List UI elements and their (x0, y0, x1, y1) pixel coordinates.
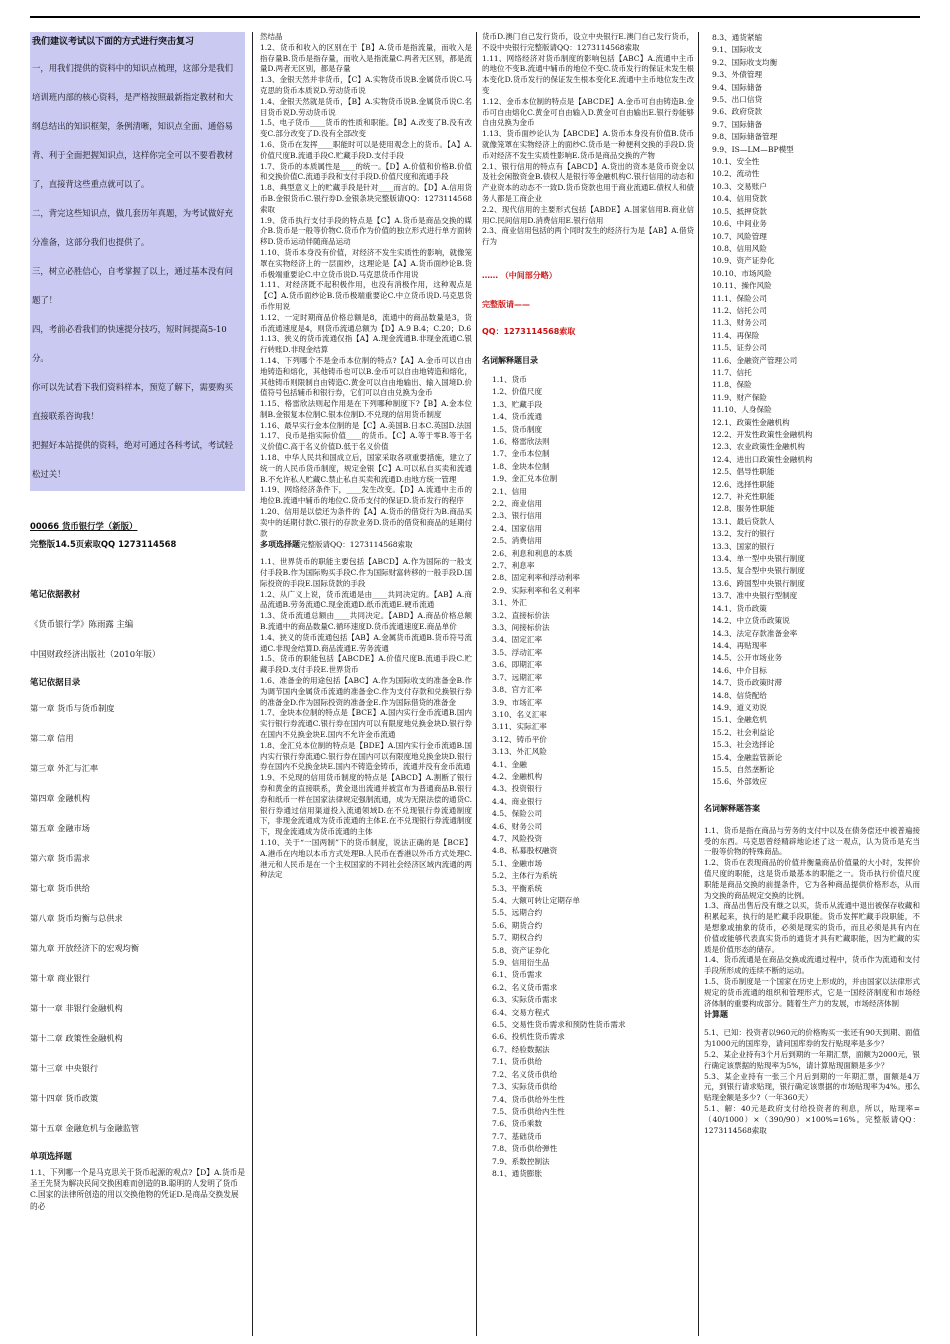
toc-item: 第十五章 金融危机与金融监管 (30, 1123, 140, 1133)
basis-heading: 笔记依据教材 (30, 589, 81, 599)
term-item: 13.7、准中央银行型制度 (712, 591, 798, 601)
toc-item: 第一章 货币与货币制度 (30, 703, 115, 713)
multiple-choice-note: 完整版请QQ：1273114568索取 (300, 540, 413, 550)
term-item: 12.1、政策性金融机构 (712, 417, 790, 427)
term-item: 4.4、商业银行 (492, 796, 543, 806)
full-version-note: 完整版14.5页索取QQ 1273114568 (30, 539, 177, 549)
term-item: 3.6、即期汇率 (492, 660, 543, 670)
term-item: 4.1、金融 (492, 759, 527, 769)
term-item: 5.8、资产证券化 (492, 945, 550, 955)
term-item: 9.9、IS—LM—BP模型 (712, 144, 794, 154)
term-item: 15.3、社会选择论 (712, 740, 775, 750)
intro-paragraph: 你可以先试看下我们资料样本，预览了解下，需要购买直接联系咨询我！ (32, 382, 233, 421)
calc-item: 5.1、已知：投资者以960元的价格购买一张还有90天到期、面值为1000元的国库券，请问国库券的发行贴现率是多少？ (704, 1028, 920, 1049)
term-item: 4.5、保险公司 (492, 809, 543, 819)
column-4 (704, 32, 920, 1136)
term-item: 11.4、再保险 (712, 330, 760, 340)
toc-item: 第二章 信用 (30, 733, 74, 743)
basis-book: 《货币银行学》陈雨露 主编 (30, 619, 134, 629)
question-item: 1.7、金块本位制的特点是【BCE】A.国内实行金币流通B.国内实行银行券流通C.银行券在国内可以有限度地兑换金块D.银行券在国内不兑换金块E.国内不允许金币流通 (260, 708, 472, 739)
term-item: 9.2、国际收支均衡 (712, 57, 778, 67)
term-item: 12.5、倡导性职能 (712, 467, 775, 477)
question-item: 1.8、典型意义上的贮藏手段是针对____而言的。【D】A.信用货币B.金银货币C.银行券D.金银条块完整版请QQ：1273114568索取 (260, 183, 472, 214)
term-item: 12.2、开发性政策性金融机构 (712, 430, 813, 439)
term-item: 8.3、通货紧缩 (712, 33, 763, 42)
question-item: 1.8、金汇兑本位制的特点是【BDE】A.国内实行金币流通B.国内实行银行券流通C.银行券在国内可以有限度地兑换金块D.银行券在国内不兑换金块E.国内不铸造金铸币，流通并没有金币流通 (260, 740, 472, 772)
term-item: 3.4、固定汇率 (492, 635, 543, 645)
term-item: 10.7、风险管理 (712, 231, 767, 241)
question-item: 1.13、狭义的货币流通仅指【A】A.现金流通B.非现金流通C.银行转账D.非现金结算 (260, 334, 472, 355)
question-item: 2.3、商业信用包括的两个同时发生的经济行为是【AB】A.借贷行为 (482, 226, 694, 247)
question-item: 1.14、下列哪个不是金币本位制的特点?【A】A.金币可以自由地铸造和熔化，其他铸币也可以B.金币可以自由地铸造和熔化，其他铸币则限制自由铸造C.黄金可以自由地输出、输入国境D.价值符号包括辅币和银行券，它们可以自由兑换为金币 (260, 355, 472, 398)
term-item: 5.4、大额可转让定期存单 (492, 896, 581, 905)
term-item: 2.6、利息和利息的本质 (492, 548, 573, 558)
term-item: 9.4、国际储备 (712, 82, 763, 92)
term-item: 4.2、金融机构 (492, 771, 543, 781)
toc-item: 第十三章 中央银行 (30, 1063, 99, 1073)
question-item: 1.2、货币和收入的区别在于【B】A.货币是指流量，而收入是指存量B.货币是指存量，而收入是指流量C.两者无区别，都是流量D.两者无区别，都是存量 (260, 42, 472, 74)
toc-item: 第四章 金融机构 (30, 793, 90, 803)
term-item: 3.11、实际汇率 (492, 722, 547, 732)
basis-publisher: 中国财政经济出版社（2010年版） (30, 649, 161, 659)
question-item: 1.1、下列哪一个是马克思关于货币起源的观点?【D】A.货币是圣王先贤为解决民间交换困难而创造的B.聪明的人发明了货币C.国家的法律所创造的用以交换他物的凭证D.是商品交换发展的必 (30, 1168, 245, 1211)
term-item: 7.1、货币供给 (492, 1057, 543, 1067)
term-item: 5.3、平衡系统 (492, 883, 543, 893)
question-item: 1.15、格雷欣法则起作用是在下列哪种制度下?【B】A.金本位制B.金银复本位制C.银本位制D.不兑现的信用货币制度 (260, 399, 472, 419)
term-item: 10.5、抵押贷款 (712, 206, 767, 216)
answer-item: 1.1、货币是指在商品与劳务的支付中以及在债务偿还中被普遍接受的东西。马克思曾经精辟地论述了这一观点，认为货币是充当一般等价物的特殊商品。 (704, 825, 920, 857)
term-item: 3.10、名义汇率 (492, 709, 547, 719)
term-item: 10.8、信用风险 (712, 243, 767, 253)
question-item: 2.1、银行信用的特点有【ABCD】A.贷出的资本是货币资金以及社会闲散资金B.债权人是银行等金融机构C.银行信用的动态和产业资本的动态不一致D.货币贷款也用于商业流通E.债权人和债务人都是工商企业 (482, 161, 694, 203)
question-item: 1.7、货币的本质属性是____的统一。【D】A.价值和价格B.价值和交换价值C.流通手段和支付手段D.价值尺度和流通手段 (260, 161, 472, 182)
term-item: 14.8、信贷配给 (712, 690, 767, 700)
question-item: 1.3、金银天然并非货币，【C】A.实物货币说B.金属货币说C.马克思的货币本质说D.劳动货币说 (260, 75, 472, 95)
term-item: 10.11、操作风险 (712, 281, 772, 291)
toc-heading: 笔记依据目录 (30, 677, 81, 687)
term-item: 14.9、道义劝说 (712, 702, 767, 712)
term-item: 1.1、货币 (492, 374, 527, 384)
term-item: 6.4、交易方程式 (492, 1007, 550, 1017)
term-item: 1.2、价值尺度 (492, 387, 543, 397)
qq-contact: QQ：1273114568索取 (482, 326, 576, 336)
term-item: 2.7、利息率 (492, 561, 535, 571)
term-item: 9.7、国际储备 (712, 119, 763, 129)
question-item: 1.16、最早实行金本位制的是【C】A.美国B.日本C.英国D.法国 (260, 420, 472, 430)
question-item: 1.10、关于“一国两制”下的货币制度，说法正确的是【BCE】A.港币在内地以本币方式处理B.人民币在香港以外币方式处理C.港元和人民币是在一个主权国家的不同社会经济区域内流通的两种法定 (260, 837, 472, 880)
term-item: 14.5、公开市场业务 (712, 653, 783, 663)
answer-item: 1.2、货币在表现商品的价值并衡量商品价值量的大小时，发挥价值尺度的职能，这是货币最基本的职能之一。货币执行价值尺度职能是商品交换的前提条件，它为各种商品提供价格形态，从而为交换的商品规定交换的比例。 (704, 858, 920, 900)
question-item: 1.12、一定时期商品价格总额是8，流通中的商品数量是3，货币流通速度是4，则货币流通总额为【D】A.9 B.4；C.20；D.6 (260, 312, 472, 333)
term-item: 1.8、金块本位制 (492, 461, 550, 471)
term-item: 13.1、最后贷款人 (712, 516, 775, 526)
intro-paragraph: 三，树立必胜信心，自考掌握了以上，通过基本没有问题了！ (32, 266, 233, 305)
question-item: 1.11、对经济既不起积极作用，也没有消极作用，这种观点是【C】A.货币面纱论B.货币极端重要论C.中立货币说D.马克思货币作用说 (260, 280, 472, 311)
term-item: 7.3、实际货币供给 (492, 1082, 558, 1092)
term-item: 6.3、实际货币需求 (492, 995, 558, 1005)
question-item: 1.5、电子货币____货币的性质和职能。【B】A.改变了B.没有改变C.部分改变了D.没有全部改变 (260, 118, 472, 139)
term-item: 7.5、货币供给内生性 (492, 1106, 565, 1116)
term-item: 11.2、信托公司 (712, 305, 767, 315)
term-item: 4.3、投资银行 (492, 784, 543, 794)
term-item: 12.8、服务性职能 (712, 504, 775, 514)
question-item: 然结晶 (260, 32, 283, 41)
term-item: 15.2、社会利益论 (712, 727, 775, 737)
intro-box (30, 32, 245, 491)
term-item: 6.1、货币需求 (492, 970, 543, 980)
term-item: 1.6、格雷欣法则 (492, 436, 550, 446)
term-item: 14.4、再贴现率 (712, 640, 767, 650)
term-item: 1.9、金汇兑本位制 (492, 474, 558, 484)
term-item: 6.6、投机性货币需求 (492, 1032, 565, 1042)
question-item: 2.2、现代信用的主要形式包括【ABDE】A.国家信用B.商业信用C.民间信用D.消费信用E.银行信用 (482, 204, 694, 225)
term-item: 2.9、实际利率和名义利率 (492, 585, 581, 595)
question-item: 1.9、货币执行支付手段的特点是【C】A.货币是商品交换的媒介B.货币是一般等价物C.货币作为价值的独立形式进行单方面转移D.货币运动伴随商品运动 (260, 215, 472, 247)
document-page (30, 24, 920, 1336)
term-item: 3.5、浮动汇率 (492, 647, 543, 657)
terms-list (704, 32, 920, 789)
calc-item: 5.2、某企业持有3个月后到期的一年期汇票，面额为2000元，银行确定该票据的贴现率为5%，请计算贴现面额是多少？ (704, 1049, 920, 1070)
term-item: 10.4、信用贷款 (712, 194, 767, 204)
term-item: 13.6、跨国型中央银行制度 (712, 578, 805, 588)
term-item: 13.4、单一型中央银行制度 (712, 554, 805, 564)
column-1 (30, 32, 245, 1212)
question-item: 1.2、从广义上说，货币流通是由____共同决定的。【AB】A.商品流通B.劳务流通C.现金流通D.纸币流通E.硬币流通 (260, 589, 472, 610)
intro-heading: 我们建议考试以下面的方式进行突击复习 (32, 37, 195, 47)
single-choice-heading: 单项选择题 (30, 1151, 72, 1161)
question-item: 1.3、货币流通总额由____共同决定。【ABD】A.商品价格总额B.流通中的商品数量C.循环速度D.货币流通速度E.商品单价 (260, 611, 472, 632)
term-item: 15.1、金融危机 (712, 715, 767, 725)
term-item: 7.9、系数控制法 (492, 1156, 550, 1166)
term-item: 3.9、市场汇率 (492, 697, 543, 707)
question-item: 1.17、良币是指实际价值____的货币。【C】A.等于零B.等于名义价值C.高于名义价值D.低于名义价值 (260, 431, 472, 452)
term-item: 1.4、货币流通 (492, 412, 543, 422)
toc-item: 第十二章 政策性金融机构 (30, 1033, 123, 1043)
column-3 (482, 32, 694, 1180)
omitted-notice: …… （中间部分略） (482, 270, 557, 280)
calc-item: 5.1、解：40元是政府支付给投资者的利息，所以，贴现率=（40/1000）×（390/90）×100%=16%。完整版请QQ：1273114568索取 (704, 1103, 920, 1135)
term-item: 14.6、中介目标 (712, 665, 767, 675)
toc-list (30, 693, 245, 1143)
question-item: 1.13、货币面纱论认为【ABCDE】A.货币本身没有价值B.货币就像笼罩在实物经济上的面纱C.货币是一种便利交换的手段D.货币对经济不发生实质性影响E.货币是商品交换的产物 (482, 129, 694, 160)
term-item: 5.2、主体行为系统 (492, 871, 558, 881)
term-item: 6.2、名义货币需求 (492, 982, 558, 992)
question-item: 1.4、金银天然就是货币，【B】A.实物货币说B.金属货币说C.名目货币说D.劳动货币说 (260, 96, 472, 117)
term-item: 13.3、国家的银行 (712, 541, 775, 551)
term-item: 14.7、货币政策时滞 (712, 678, 783, 688)
term-item: 15.4、金融监管新论 (712, 752, 783, 762)
term-item: 6.7、经验数据法 (492, 1044, 550, 1054)
question-item: 1.6、准备金的用途包括【ABC】A.作为国际收支的准备金B.作为调节国内金属货币流通的准备金C.作为支付存款和兑换银行券的准备金D.作为国际投资的准备金E.作为国际借贷的准备金 (260, 676, 472, 707)
toc-item: 第六章 货币需求 (30, 853, 90, 863)
header-rule (30, 16, 920, 18)
term-item: 7.6、货币乘数 (492, 1119, 543, 1129)
term-item: 2.3、银行信用 (492, 511, 543, 521)
term-item: 15.6、外部效应 (712, 777, 767, 787)
toc-item: 第七章 货币供给 (30, 883, 90, 893)
full-version-request: 完整版请—— (482, 299, 530, 309)
question-item: 1.9、不兑现的信用货币制度的特点是【ABCD】A.割断了银行券和黄金的直接联系，黄金退出流通并被宣布为普通商品B.银行券和纸币一样在国家法律规定强制流通，成为无限法偿的通货C.银行券通过信用渠道投入流通领域D.在不兑现银行券流通制度下，非现金流通成为货币流通的主体E.在不兑现银行券流通制度下，现金流通成为货币流通的主体 (260, 773, 472, 837)
term-item: 3.1、外汇 (492, 598, 527, 608)
answer-item: 1.4、货币流通是在商品交换或流通过程中，货币作为流通和支付手段所形成的连续不断的运动。 (704, 955, 920, 976)
term-item: 14.2、中立货币政策说 (712, 616, 790, 626)
term-item: 9.5、出口信贷 (712, 95, 763, 105)
question-item: 1.19、网络经济条件下，____发生改变。【D】A.流通中主币的地位B.流通中辅币的地位C.货币支付的保证D.货币发行的程序 (260, 485, 472, 506)
term-item: 2.8、固定利率和浮动利率 (492, 573, 581, 583)
term-item: 10.6、中间业务 (712, 219, 767, 229)
term-item: 7.4、货币供给外生性 (492, 1094, 565, 1104)
term-item: 9.3、外债管理 (712, 70, 763, 80)
term-item: 13.5、复合型中央银行制度 (712, 566, 805, 576)
term-item: 4.6、财务公司 (492, 821, 543, 831)
term-item: 15.5、自然垄断论 (712, 764, 775, 774)
term-item: 8.1、通货膨胀 (492, 1168, 543, 1178)
course-title: 00066 货币银行学（新版） (30, 521, 138, 531)
term-item: 1.7、金币本位制 (492, 449, 550, 459)
terms-list (482, 374, 694, 1180)
term-item: 14.3、法定存款准备金率 (712, 628, 798, 638)
intro-paragraph: 一，用我们提供的资料中的知识点梳理，这部分是我们培训班内部的核心资料，是严格按照最新指定教材和大纲总结出的知识框架，条例清晰，知识点全面、通俗易背、利于全面把握知识点，这样你完全可以不要看教材了，直接背这些重点就可以了。 (32, 63, 233, 189)
term-item: 13.2、发行的银行 (712, 529, 775, 539)
question-item: 1.5、货币的职能包括【ABCDE】A.价值尺度B.流通手段C.贮藏手段D.支付手段E.世界货币 (260, 654, 472, 675)
column-divider (252, 32, 253, 1336)
toc-item: 第八章 货币均衡与总供求 (30, 913, 123, 923)
term-item: 10.2、流动性 (712, 169, 760, 179)
term-item: 11.6、金融资产管理公司 (712, 355, 798, 365)
term-item: 12.3、农业政策性金融机构 (712, 442, 805, 452)
column-divider (476, 32, 477, 1336)
term-item: 2.2、商业信用 (492, 499, 543, 508)
toc-item: 第十四章 货币政策 (30, 1093, 99, 1103)
multiple-choice-heading: 多项选择题 (260, 540, 300, 550)
intro-paragraph: 二，背完这些知识点，做几套历年真题，为考试做好充分准备，这部分我们也提供了。 (32, 208, 233, 247)
question-item: 1.20、信用是以偿还为条件的【A】A.货币的借贷行为B.商品买卖中的延期付款C.银行的存款业务D.货币的借贷和商品的延期付款 (260, 507, 472, 538)
toc-item: 第九章 开放经济下的宏观均衡 (30, 943, 140, 953)
term-item: 4.7、风险投资 (492, 833, 543, 843)
term-item: 11.1、保险公司 (712, 293, 767, 303)
question-item: 1.1、世界货币的职能主要包括【ABCD】A.作为国际的一般支付手段B.作为国际购买手段C.作为国际财富转移的一般手段D.国际投资的手段E.国际货款的手段 (260, 557, 472, 588)
term-item: 3.2、直接标价法 (492, 610, 550, 620)
term-item: 10.10、市场风险 (712, 268, 772, 278)
term-item: 11.5、证券公司 (712, 343, 767, 353)
term-item: 12.4、进出口政策性金融机构 (712, 454, 813, 464)
column-2 (260, 32, 472, 881)
term-item: 10.1、安全性 (712, 157, 760, 167)
term-item: 11.9、财产保险 (712, 392, 767, 402)
calc-heading: 计算题 (704, 1010, 728, 1020)
toc-item: 第五章 金融市场 (30, 823, 90, 833)
term-item: 7.7、基础货币 (492, 1131, 543, 1141)
term-item: 5.9、信用衍生品 (492, 958, 550, 968)
term-item: 2.1、信用 (492, 486, 527, 496)
term-item: 9.8、国际储备管理 (712, 132, 778, 142)
term-item: 11.8、保险 (712, 380, 752, 390)
question-item: 货币D.澳门自己发行货币，设立中央银行E.澳门自己发行货币，不设中央银行完整版请QQ：1273114568索取 (482, 32, 694, 52)
term-item: 3.8、官方汇率 (492, 685, 543, 695)
intro-paragraph: 四，考前必看我们的快速提分技巧，短时间提高5-10分。 (32, 324, 227, 363)
term-item: 11.10、人身保险 (712, 405, 772, 415)
term-item: 5.6、期货合约 (492, 920, 543, 930)
term-item: 1.3、贮藏手段 (492, 399, 543, 409)
answer-item: 1.3、商品出售后没有继之以买，货币从流通中退出被保存收藏和积累起来，执行的是贮藏手段职能。货币发挥贮藏手段职能，不是想象或抽象的货币，必须是现实的货币，而且必须是具有内在价值或能够代表真实货币的通货才具有贮藏职能，因为贮藏的实质是价值形态的储存。 (704, 901, 920, 954)
question-item: 1.12、金币本位制的特点是【ABCDE】A.金币可自由铸造B.金币可自由熔化C.黄金可自由输入D.黄金可自由输出E.银行券能够自由兑换为金币 (482, 96, 694, 128)
term-item: 7.2、名义货币供给 (492, 1069, 558, 1079)
intro-paragraph: 把握好本站提供的资料，绝对可通过各科考试，考试轻松过关！ (32, 440, 233, 479)
term-item: 9.1、国际收支 (712, 45, 763, 55)
term-item: 5.1、金融市场 (492, 858, 543, 868)
calc-item: 5.3、某企业持有一张三个月后到期的一年期汇票，面额是4万元，到银行请求贴现，银行确定该票据的市场贴现率为4%。那么贴现金额是多少?（一年360天） (704, 1071, 920, 1103)
answers-heading: 名词解释题答案 (704, 803, 760, 813)
term-item: 10.9、资产证券化 (712, 256, 775, 266)
term-item: 2.4、国家信用 (492, 523, 543, 533)
term-item: 7.8、货币供给弹性 (492, 1144, 558, 1154)
term-item: 11.3、财务公司 (712, 318, 767, 328)
question-item: 1.4、狭义的货币流通包括【AB】A.金属货币流通B.货币符号流通C.非现金结算D.商品流通E.劳务流通 (260, 632, 472, 653)
term-item: 4.8、私募股权融资 (492, 846, 558, 856)
term-item: 3.7、远期汇率 (492, 672, 543, 682)
term-item: 5.7、期权合约 (492, 933, 543, 943)
question-item: 1.6、货币在发挥____职能时可以是使用观念上的货币。【A】A.价值尺度B.流通手段C.贮藏手段D.支付手段 (260, 139, 472, 160)
question-item: 1.11、网络经济对货币制度的影响包括【ABC】A.流通中主币的地位不变B.流通中辅币的地位不变C.货币发行的保证未发生根本变化D.货币发行的保证发生根本变化E.流通中主币地位发生改变 (482, 53, 694, 95)
term-item: 11.7、信托 (712, 367, 752, 377)
term-item: 3.3、间接标价法 (492, 623, 550, 633)
column-divider (698, 32, 699, 1336)
term-item: 9.6、政府贷款 (712, 107, 763, 117)
term-item: 14.1、货币政策 (712, 603, 767, 613)
term-item: 3.12、铸币平价 (492, 734, 547, 744)
question-item: 1.10、货币本身没有价值，对经济不发生实质性的影响，就像笼罩在实物经济上的一层面纱，这理论是【A】A.货币面纱论B.货币极端重要论C.中立货币说D.马克思货币作用说 (260, 247, 472, 279)
toc-item: 第三章 外汇与汇率 (30, 763, 99, 773)
term-item: 10.3、交易账户 (712, 181, 767, 191)
term-item: 12.7、补充性职能 (712, 492, 775, 502)
term-item: 2.5、消费信用 (492, 536, 543, 546)
toc-item: 第十一章 非银行金融机构 (30, 1003, 123, 1013)
term-item: 6.5、交易性货币需求和预防性货币需求 (492, 1020, 626, 1030)
term-item: 1.5、货币制度 (492, 424, 543, 434)
toc-item: 第十章 商业银行 (30, 973, 90, 983)
question-item: 1.18、中华人民共和国成立后，国家采取各项重要措施，建立了统一的人民币货币制度，规定金银【C】A.可以私自买卖和流通B.不允许私人贮藏C.禁止私自买卖和流通D.由地方统一管理 (260, 453, 472, 484)
term-item: 3.13、外汇风险 (492, 747, 547, 757)
term-item: 12.6、选择性职能 (712, 479, 775, 489)
terms-heading: 名词解释题目录 (482, 355, 538, 365)
answer-item: 1.5、货币制度是一个国家在历史上形成的，并由国家以法律形式规定的货币流通的组织和管理形式，它是一国经济制度和市场经济体制的重要构成部分。随着生产力的发展，市场经济体制 (704, 976, 920, 1008)
term-item: 5.5、远期合约 (492, 908, 543, 918)
